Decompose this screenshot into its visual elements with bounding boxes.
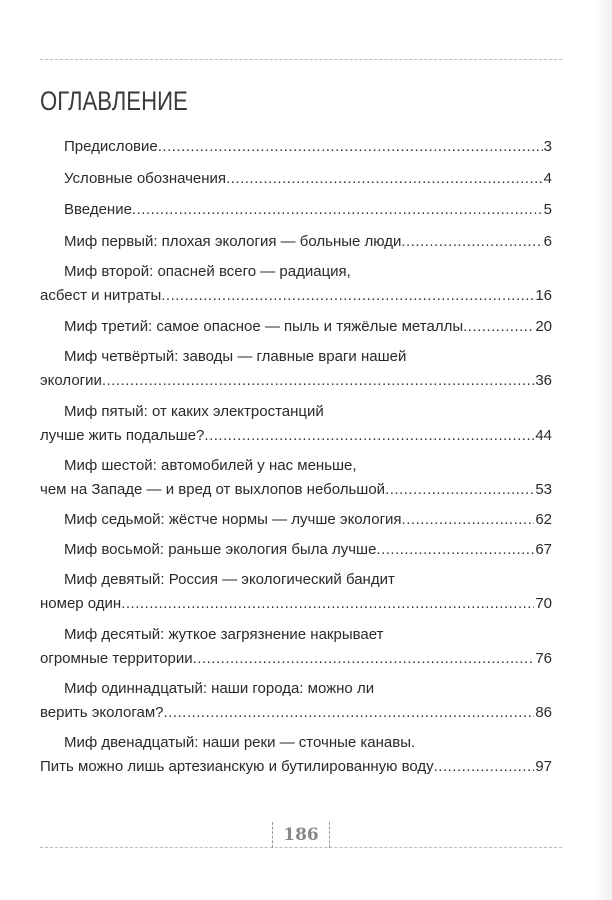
- toc-entry-text: Введение: [64, 201, 132, 218]
- toc-entry[interactable]: [40, 508, 552, 532]
- dot-leader: [193, 647, 535, 671]
- top-rule: [40, 59, 562, 60]
- toc-page-number: 16: [535, 287, 552, 304]
- dot-leader: [385, 478, 534, 502]
- page-number: 186: [272, 822, 330, 848]
- toc-page-number: 97: [535, 758, 552, 775]
- toc-entry-text: Предисловие: [64, 138, 158, 155]
- dot-leader: [164, 701, 535, 725]
- toc-entry-text: верить экологам?: [40, 704, 164, 721]
- toc-entry[interactable]: [40, 135, 552, 159]
- toc-page-number: 76: [535, 650, 552, 667]
- dot-leader: [161, 284, 534, 308]
- toc-entry[interactable]: [40, 230, 552, 254]
- toc-entry-text: Миф третий: самое опасное — пыль и тяжёлые металлы: [64, 318, 464, 335]
- toc-entry[interactable]: [40, 677, 552, 725]
- toc-entry-text: Миф четвёртый: заводы — главные враги нашей: [64, 348, 407, 365]
- toc-entry-text: экологии: [40, 372, 102, 389]
- dot-leader: [376, 538, 534, 562]
- toc-page-number: 5: [543, 201, 552, 218]
- toc-entry[interactable]: [40, 260, 552, 308]
- toc-title: ОГЛАВЛЕНИЕ: [40, 86, 188, 116]
- dot-leader: [226, 167, 543, 191]
- dot-leader: [401, 230, 542, 254]
- toc-entry-text: Условные обозначения: [64, 170, 227, 187]
- toc-page-number: 4: [543, 170, 552, 187]
- toc-page-number: 62: [535, 511, 552, 528]
- dot-leader: [102, 369, 534, 393]
- dot-leader: [434, 755, 535, 779]
- toc-entry-text: Пить можно лишь артезианскую и бутилированную воду: [40, 758, 434, 775]
- toc-entry[interactable]: [40, 315, 552, 339]
- toc-entry-text: Миф шестой: автомобилей у нас меньше,: [64, 457, 357, 474]
- toc-entry[interactable]: [40, 623, 552, 671]
- toc-page-number: 36: [535, 372, 552, 389]
- toc-entry-text: лучше жить подальше?: [40, 427, 205, 444]
- toc-entry[interactable]: [40, 568, 552, 616]
- toc-entry-text: Миф второй: опасней всего — радиация,: [64, 263, 351, 280]
- toc-page-number: 44: [535, 427, 552, 444]
- dot-leader: [132, 198, 543, 222]
- toc-page-number: 86: [535, 704, 552, 721]
- toc-page-number: 67: [535, 541, 552, 558]
- toc-entry-text: Миф первый: плохая экология — больные люди: [64, 233, 402, 250]
- toc-entry[interactable]: [40, 731, 552, 779]
- dot-leader: [158, 135, 543, 159]
- dot-leader: [463, 315, 534, 339]
- toc-entry[interactable]: [40, 454, 552, 502]
- toc-page-number: 6: [543, 233, 552, 250]
- toc-entry-text: номер один: [40, 595, 122, 612]
- toc-page-number: 53: [535, 481, 552, 498]
- toc-entry-text: Миф девятый: Россия — экологический бандит: [64, 571, 395, 588]
- toc-entry-text: Миф пятый: от каких электростанций: [64, 403, 324, 420]
- toc-entry[interactable]: [40, 538, 552, 562]
- toc-entry[interactable]: [40, 198, 552, 222]
- toc-entry-text: чем на Западе — и вред от выхлопов небольшой: [40, 481, 386, 498]
- toc-entry[interactable]: [40, 345, 552, 393]
- toc-page-number: 3: [543, 138, 552, 155]
- dot-leader: [402, 508, 535, 532]
- dot-leader: [204, 424, 534, 448]
- toc-entry[interactable]: [40, 167, 552, 191]
- toc-entry-text: Миф двенадцатый: наши реки — сточные канавы.: [64, 734, 416, 751]
- toc-page-number: 20: [535, 318, 552, 335]
- toc-entry-text: Миф восьмой: раньше экология была лучше: [64, 541, 377, 558]
- toc-page-number: 70: [535, 595, 552, 612]
- dot-leader: [121, 592, 534, 616]
- toc-entry-text: Миф десятый: жуткое загрязнение накрывает: [64, 626, 384, 643]
- page-edge-shadow: [594, 0, 612, 900]
- toc-entry-text: Миф седьмой: жёстче нормы — лучше экология: [64, 511, 402, 528]
- toc-entry[interactable]: [40, 400, 552, 448]
- toc-entry-text: огромные территории: [40, 650, 193, 667]
- toc-entry-text: Миф одиннадцатый: наши города: можно ли: [64, 680, 375, 697]
- toc-entry-text: асбест и нитраты: [40, 287, 162, 304]
